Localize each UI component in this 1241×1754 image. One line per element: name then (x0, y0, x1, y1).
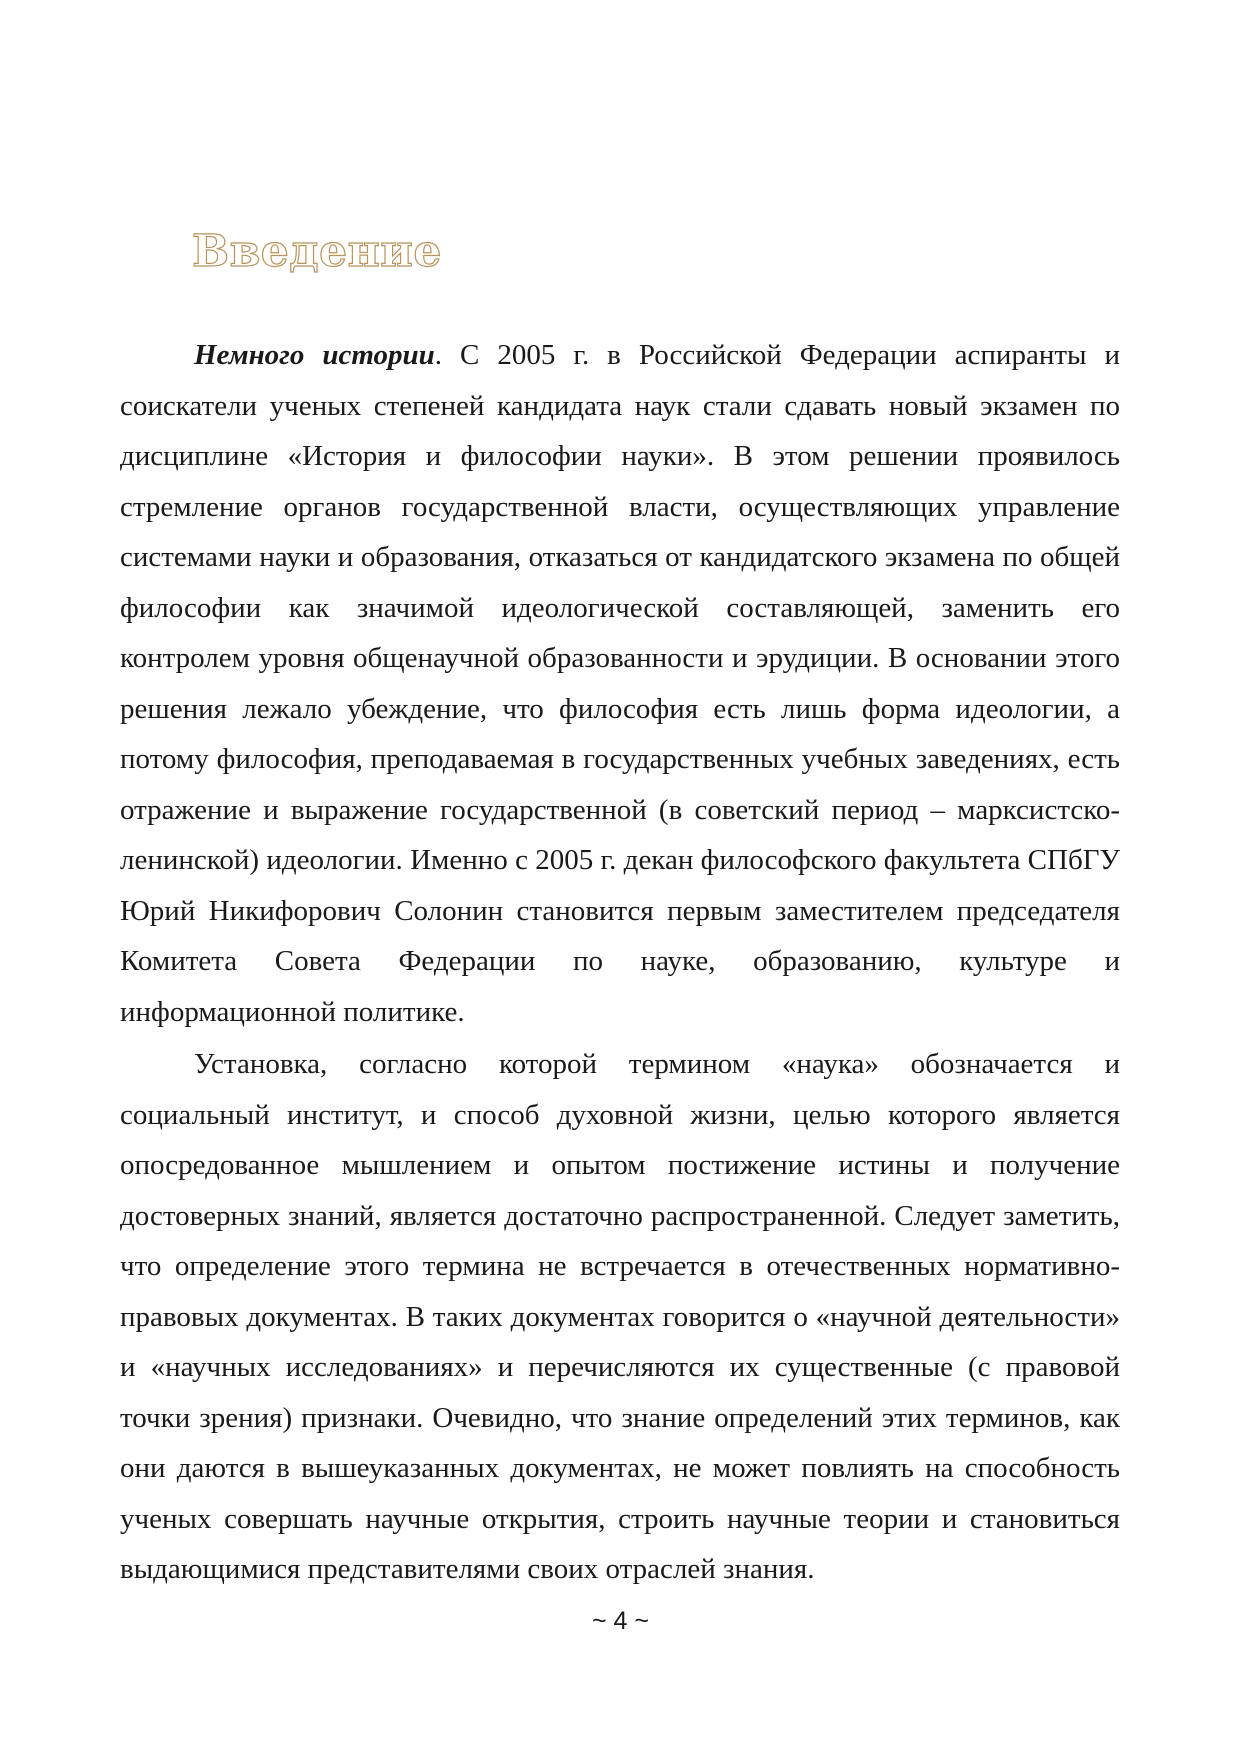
paragraph-science-definition (120, 1039, 1120, 1595)
paragraph-history (120, 330, 1120, 1037)
paragraph-text: Установка, согласно которой термином «наука» обозначается и социальный институт, и способ духовной жизни, целью которого является опосредованное мышлением и опытом постижение истины и получение достоверных знаний, является достаточно распространенной. Следует заметить, что определение этого термина не встречается в отечественных нормативно-правовых документах. В таких документах говорится о «научной деятельности» и «научных исследованиях» и перечисляются их существенные (с правовой точки зрения) признаки. Очевидно, что знание определений этих терминов, как они даются в вышеуказанных документах, не может повлиять на способность ученых совершать научные открытия, строить научные теории и становиться выдающимися представителями своих отраслей знания. (120, 1048, 1120, 1585)
paragraph-text: . С 2005 г. в Российской Федерации аспиранты и соискатели ученых степеней кандидата наук стали сдавать новый экзамен по дисциплине «История и философии науки». В этом решении проявилось стремление органов государственной власти, осуществляющих управление системами науки и образования, отказаться от кандидатского экзамена по общей философии как значимой идеологической составляющей, заменить его контролем уровня общенаучной образованности и эрудиции. В основании этого решения лежало убеждение, что философия есть лишь форма идеологии, а потому философия, преподаваемая в государственных учебных заведениях, есть отражение и выражение государственной (в советский период – марксистско-ленинской) идеологии. Именно с 2005 г. декан философского факультета СПбГУ Юрий Никифорович Солонин становится первым заместителем председателя Комитета Совета Федерации по науке, образованию, культуре и информационной политике. (120, 339, 1121, 1028)
page-number: ~ 4 ~ (592, 1607, 649, 1635)
section-heading: Введение (192, 226, 442, 277)
body-text (120, 330, 1120, 1597)
paragraph-lead: Немного истории (194, 339, 435, 371)
